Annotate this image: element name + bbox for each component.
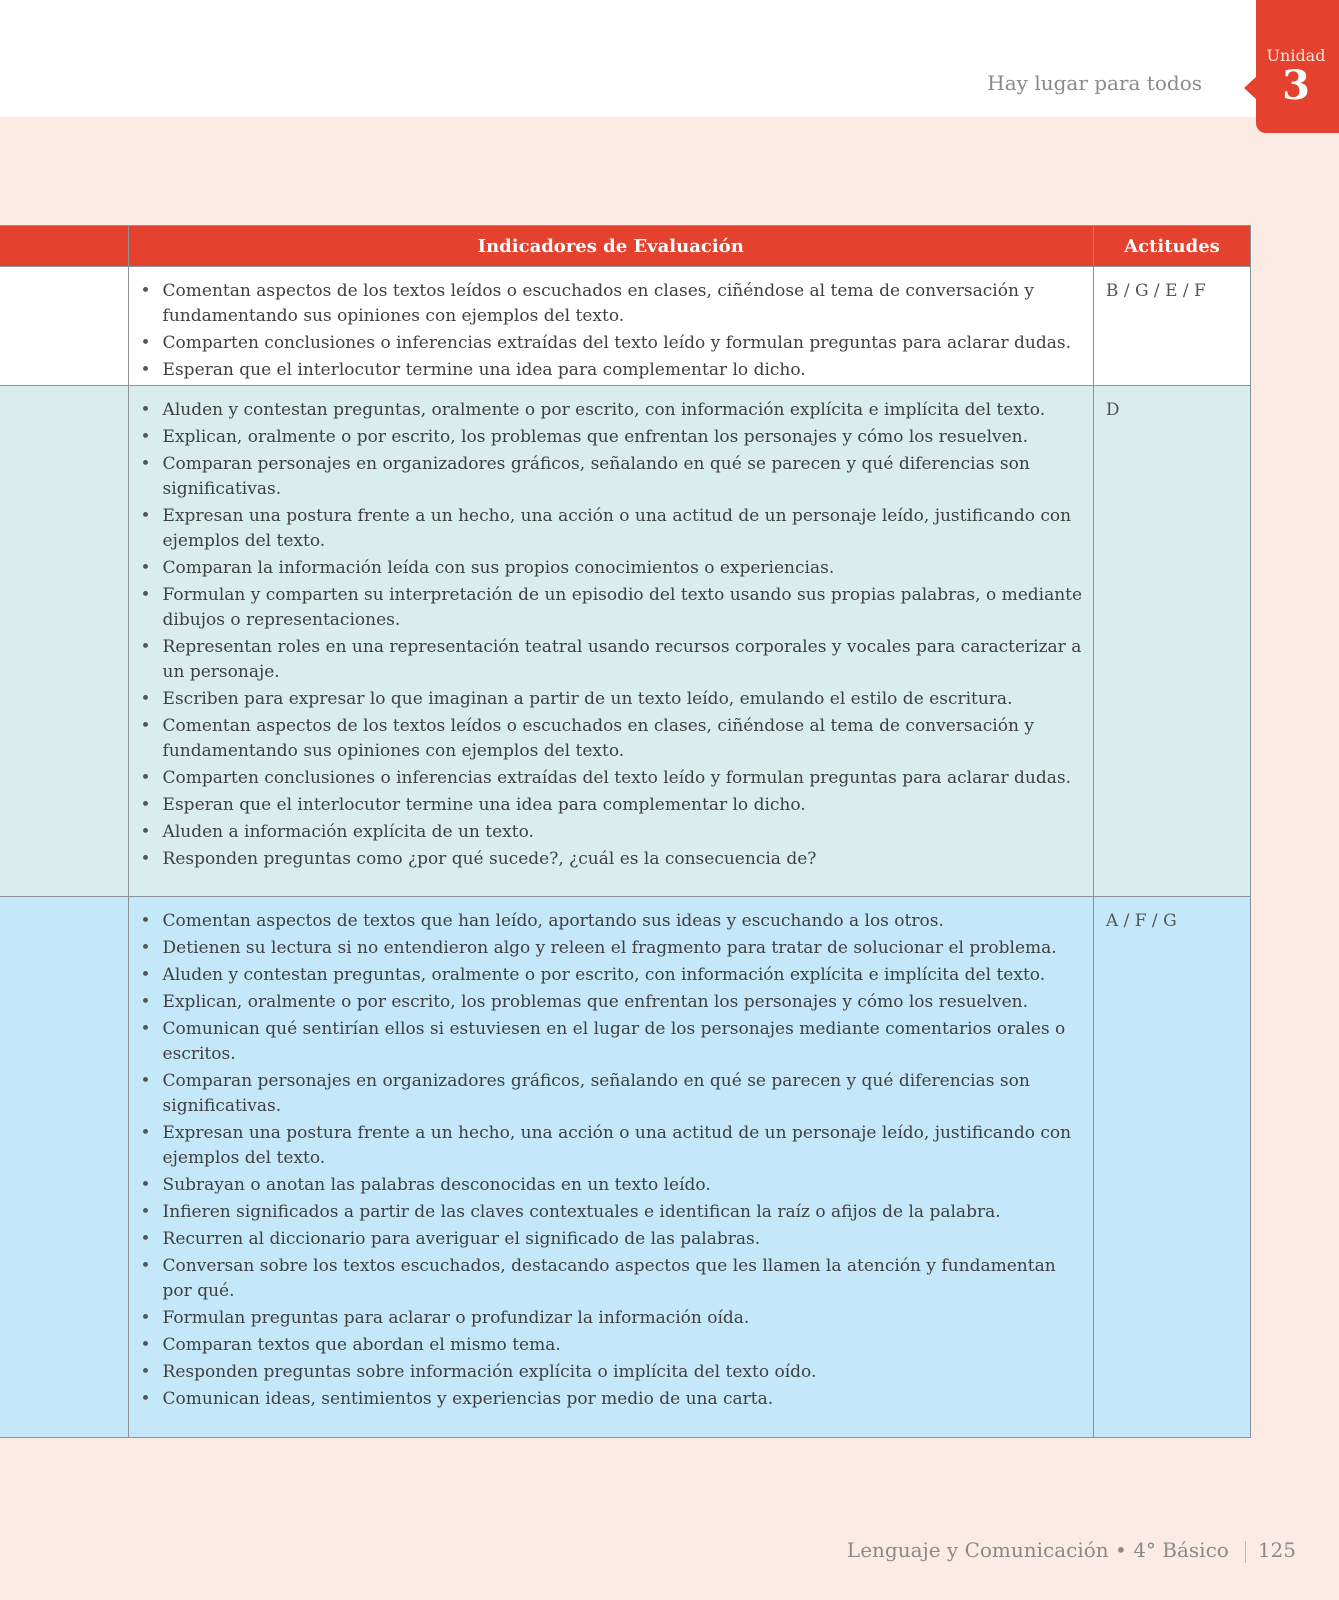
page-number: 125 <box>1257 1538 1296 1562</box>
list-item: • Formulan preguntas para aclarar o profundizar la información oída. <box>163 1306 1085 1331</box>
indicators-cell <box>128 267 1093 386</box>
list-item: • Infieren significados a partir de las claves contextuales e identifican la raíz o afijos de la palabra. <box>163 1200 1085 1225</box>
attitudes-value: B / G / E / F <box>1105 281 1206 301</box>
row-label-cell <box>0 386 128 897</box>
list-item: • Responden preguntas sobre información explícita o implícita del texto oído. <box>163 1360 1085 1385</box>
list-item: • Esperan que el interlocutor termine una idea para complementar lo dicho. <box>163 793 1085 818</box>
list-item: • Formulan y comparten su interpretación de un episodio del texto usando sus propias palabras, o mediante dibujos o representaciones. <box>163 583 1085 633</box>
list-item: • Expresan una postura frente a un hecho, una acción o una actitud de un personaje leído, justificando con ejemplos del texto. <box>163 504 1085 554</box>
list-item: • Comparan la información leída con sus propios conocimientos o experiencias. <box>163 556 1085 581</box>
attitudes-value: A / F / G <box>1105 911 1177 931</box>
footer-subject: Lenguaje y Comunicación • 4° Básico <box>846 1538 1229 1562</box>
header-indicators: Indicadores de Evaluación <box>128 226 1093 267</box>
indicator-list <box>129 897 1093 1412</box>
list-item: • Explican, oralmente o por escrito, los problemas que enfrentan los personajes y cómo los resuelven. <box>163 425 1085 450</box>
list-item: • Comparan personajes en organizadores gráficos, señalando en qué se parecen y qué diferencias son significativas. <box>163 1069 1085 1119</box>
unit-tab <box>1256 0 1339 133</box>
table-row <box>0 267 1251 386</box>
list-item: • Conversan sobre los textos escuchados, destacando aspectos que les llamen la atención y fundamentan por qué. <box>163 1254 1085 1304</box>
list-item: • Comparten conclusiones o inferencias extraídas del texto leído y formulan preguntas para aclarar dudas. <box>163 766 1085 791</box>
list-item: • Comentan aspectos de textos que han leído, aportando sus ideas y escuchando a los otros. <box>163 909 1085 934</box>
page-footer <box>847 1540 1296 1563</box>
row-label-cell <box>0 267 128 386</box>
table-header-row <box>0 226 1251 267</box>
list-item: • Explican, oralmente o por escrito, los problemas que enfrentan los personajes y cómo los resuelven. <box>163 990 1085 1015</box>
list-item: • Escriben para expresar lo que imaginan a partir de un texto leído, emulando el estilo de escritura. <box>163 687 1085 712</box>
list-item: • Aluden a información explícita de un texto. <box>163 820 1085 845</box>
row-label-cell <box>0 897 128 1438</box>
header-cell-empty <box>0 226 128 267</box>
list-item: • Comparten conclusiones o inferencias extraídas del texto leído y formulan preguntas para aclarar dudas. <box>163 331 1085 356</box>
list-item: • Aluden y contestan preguntas, oralmente o por escrito, con información explícita e implícita del texto. <box>163 963 1085 988</box>
indicator-list <box>129 386 1093 872</box>
list-item: • Comparan personajes en organizadores gráficos, señalando en qué se parecen y qué diferencias son significativas. <box>163 452 1085 502</box>
attitudes-cell <box>1093 267 1250 386</box>
attitudes-cell <box>1093 897 1250 1438</box>
list-item: • Comentan aspectos de los textos leídos o escuchados en clases, ciñéndose al tema de conversación y fundamentando sus opiniones con ejemplos del texto. <box>163 714 1085 764</box>
list-item: • Responden preguntas como ¿por qué sucede?, ¿cuál es la consecuencia de? <box>163 847 1085 872</box>
attitudes-value: D <box>1105 400 1120 420</box>
table-row <box>0 386 1251 897</box>
list-item: • Recurren al diccionario para averiguar el significado de las palabras. <box>163 1227 1085 1252</box>
header-band <box>0 0 1339 117</box>
attitudes-cell <box>1093 386 1250 897</box>
list-item: • Subrayan o anotan las palabras desconocidas en un texto leído. <box>163 1173 1085 1198</box>
header-attitudes: Actitudes <box>1093 226 1250 267</box>
list-item: • Comparan textos que abordan el mismo tema. <box>163 1333 1085 1358</box>
evaluation-table <box>0 225 1251 1438</box>
list-item: • Expresan una postura frente a un hecho, una acción o una actitud de un personaje leído, justificando con ejemplos del texto. <box>163 1121 1085 1171</box>
indicators-cell <box>128 897 1093 1438</box>
list-item: • Representan roles en una representación teatral usando recursos corporales y vocales para caracterizar a un personaje. <box>163 635 1085 685</box>
list-item: • Comentan aspectos de los textos leídos o escuchados en clases, ciñéndose al tema de conversación y fundamentando sus opiniones con ejemplos del texto. <box>163 279 1085 329</box>
list-item: • Esperan que el interlocutor termine una idea para complementar lo dicho. <box>163 358 1085 383</box>
chapter-title: Hay lugar para todos <box>987 71 1202 95</box>
table-row <box>0 897 1251 1438</box>
indicator-list <box>129 267 1093 383</box>
unit-label: Unidad <box>1266 46 1326 65</box>
list-item: • Comunican ideas, sentimientos y experiencias por medio de una carta. <box>163 1387 1085 1412</box>
list-item: • Detienen su lectura si no entendieron algo y releen el fragmento para tratar de solucionar el problema. <box>163 936 1085 961</box>
footer-divider <box>1245 1541 1246 1563</box>
unit-number: 3 <box>1282 62 1310 109</box>
indicators-cell <box>128 386 1093 897</box>
list-item: • Aluden y contestan preguntas, oralmente o por escrito, con información explícita e implícita del texto. <box>163 398 1085 423</box>
list-item: • Comunican qué sentirían ellos si estuviesen en el lugar de los personajes mediante comentarios orales o escritos. <box>163 1017 1085 1067</box>
